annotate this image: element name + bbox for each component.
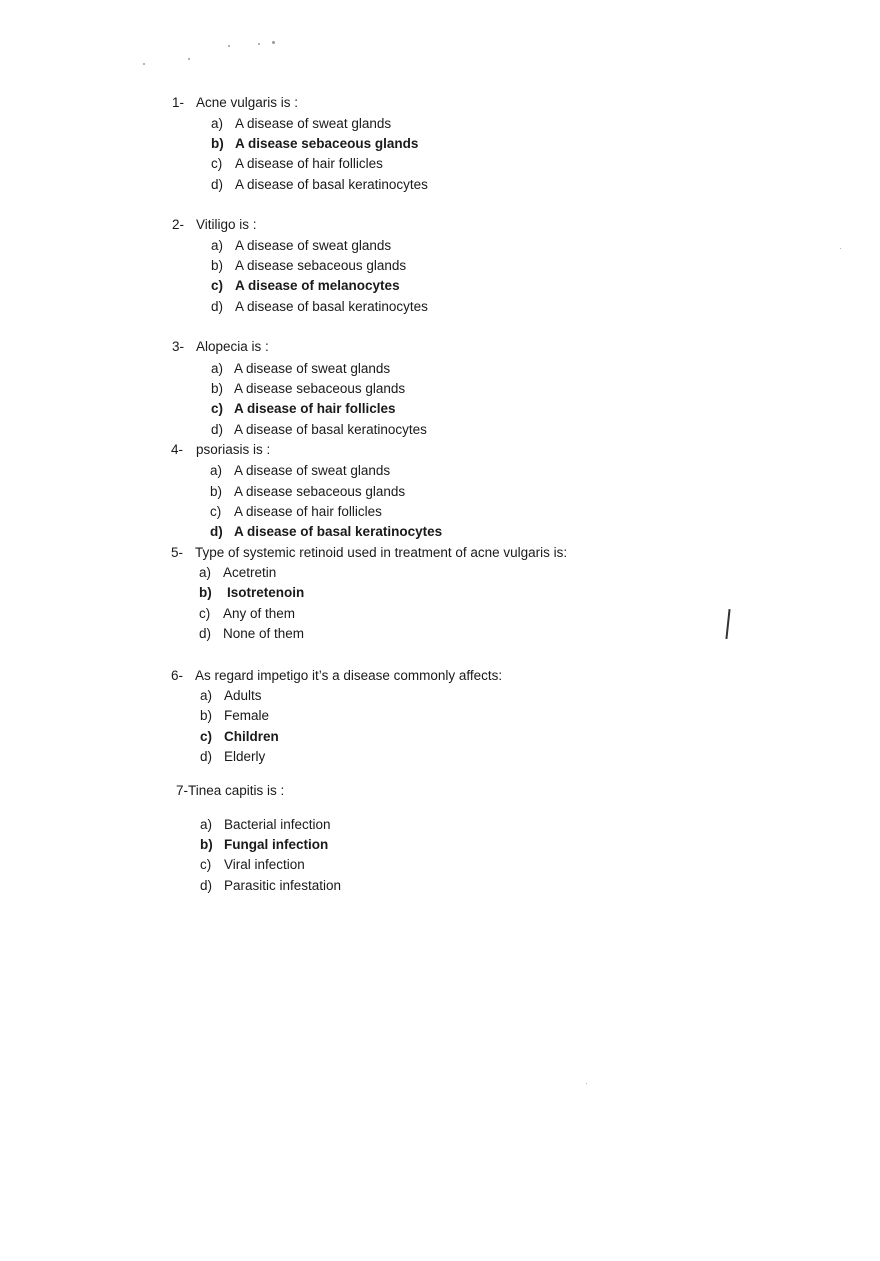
pen-stroke-mark (725, 609, 730, 639)
option-letter: b) (199, 585, 212, 600)
option-letter: b) (211, 258, 224, 273)
option-letter: c) (211, 156, 223, 171)
option-letter: a) (199, 565, 212, 580)
option-text: Viral infection (224, 857, 305, 872)
option-text: Female (224, 708, 270, 723)
option-letter: c) (211, 401, 224, 416)
option-letter: c) (211, 278, 224, 293)
question-text: 7-Tinea capitis is : (176, 783, 285, 798)
option-text: A disease sebaceous glands (234, 381, 406, 396)
option-text: A disease of basal keratinocytes (235, 299, 428, 314)
question-text: Vitiligo is : (196, 217, 257, 232)
option-letter: d) (211, 422, 224, 437)
question-number: 2- (172, 217, 185, 232)
question-text: psoriasis is : (196, 442, 271, 457)
question-text: Type of systemic retinoid used in treatment of acne vulgaris is: (195, 545, 568, 560)
option-text: A disease sebaceous glands (235, 136, 419, 151)
scan-speck (258, 43, 260, 45)
option-letter: a) (200, 817, 213, 832)
scan-speck (228, 45, 230, 47)
option-letter: d) (200, 878, 213, 893)
question-number: 4- (171, 442, 184, 457)
option-letter: b) (211, 381, 224, 396)
option-letter: b) (200, 837, 213, 852)
scan-speck (840, 248, 841, 249)
option-text: A disease of basal keratinocytes (234, 422, 427, 437)
question-number: 1- (172, 95, 185, 110)
option-text: A disease sebaceous glands (234, 484, 406, 499)
option-text: Adults (224, 688, 262, 703)
scan-speck (143, 63, 145, 65)
question-number: 5- (171, 545, 184, 560)
option-letter: c) (200, 857, 212, 872)
option-text: A disease of basal keratinocytes (234, 524, 443, 539)
option-text: Isotretenoin (227, 585, 305, 600)
option-letter: c) (210, 504, 222, 519)
option-letter: d) (211, 299, 224, 314)
option-letter: a) (211, 238, 224, 253)
question-text: As regard impetigo it’s a disease commonly affects: (195, 668, 503, 683)
question-number: 3- (172, 339, 185, 354)
option-text: A disease of hair follicles (235, 156, 383, 171)
option-letter: b) (211, 136, 224, 151)
option-letter: d) (199, 626, 212, 641)
option-letter: a) (211, 116, 224, 131)
option-text: None of them (223, 626, 305, 641)
scan-speck (586, 1083, 587, 1084)
option-letter: b) (200, 708, 213, 723)
option-text: Fungal infection (224, 837, 329, 852)
option-text: A disease of melanocytes (235, 278, 400, 293)
option-letter: d) (200, 749, 213, 764)
option-letter: d) (211, 177, 224, 192)
option-text: A disease of hair follicles (234, 504, 382, 519)
option-text: Bacterial infection (224, 817, 331, 832)
option-text: A disease of basal keratinocytes (235, 177, 428, 192)
option-text: Elderly (224, 749, 266, 764)
option-letter: a) (210, 463, 223, 478)
option-letter: c) (199, 606, 211, 621)
option-text: A disease of hair follicles (234, 401, 396, 416)
option-letter: c) (200, 729, 213, 744)
question-text: Alopecia is : (196, 339, 269, 354)
option-letter: a) (200, 688, 213, 703)
question-text: Acne vulgaris is : (196, 95, 299, 110)
option-text: Children (224, 729, 279, 744)
option-letter: d) (210, 524, 223, 539)
scan-speck (188, 58, 190, 60)
option-letter: b) (210, 484, 223, 499)
option-text: Acetretin (223, 565, 277, 580)
option-text: Any of them (223, 606, 296, 621)
option-text: A disease of sweat glands (235, 116, 392, 131)
option-text: A disease of sweat glands (235, 238, 392, 253)
question-number: 6- (171, 668, 184, 683)
option-text: Parasitic infestation (224, 878, 342, 893)
option-text: A disease of sweat glands (234, 361, 391, 376)
option-text: A disease of sweat glands (234, 463, 391, 478)
option-letter: a) (211, 361, 224, 376)
scan-speck (272, 41, 275, 44)
option-text: A disease sebaceous glands (235, 258, 407, 273)
